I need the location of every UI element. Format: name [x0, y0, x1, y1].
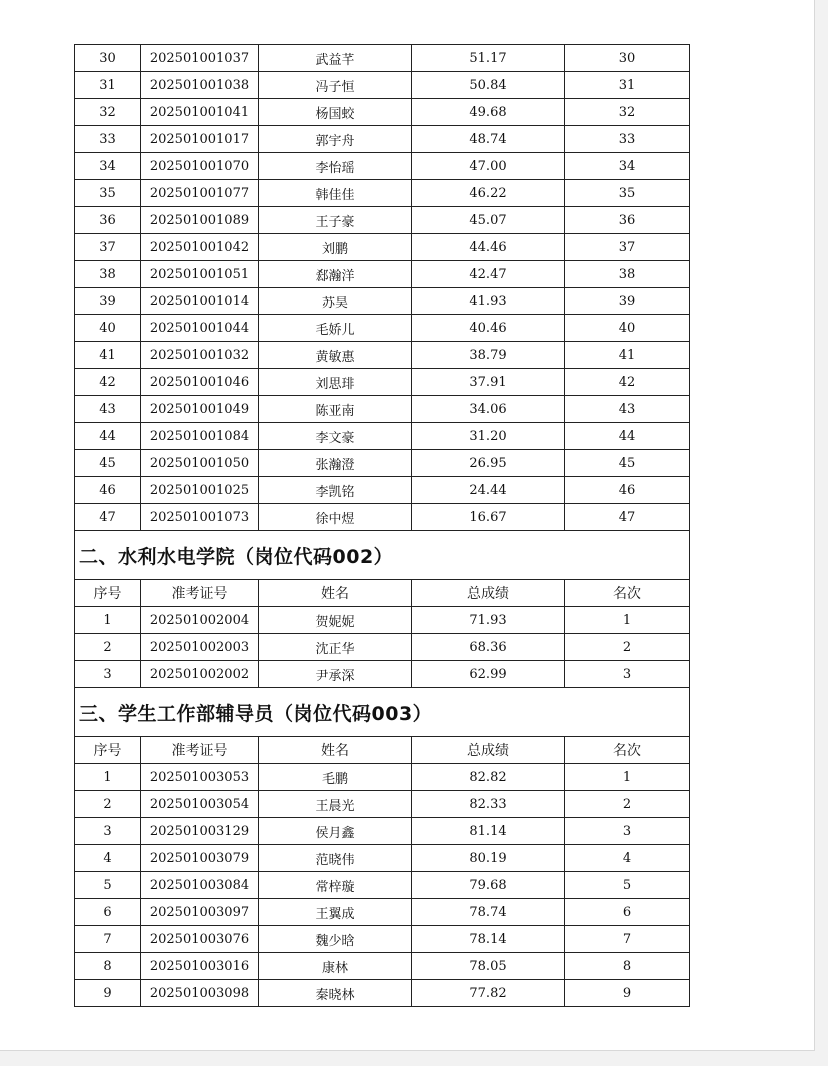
table-row	[75, 845, 690, 872]
rank-no-cell: 1	[75, 607, 141, 634]
total-score-cell: 47.00	[412, 153, 565, 180]
table-row	[75, 207, 690, 234]
column-header-row	[75, 580, 690, 607]
placement-cell: 2	[565, 791, 690, 818]
table-row	[75, 661, 690, 688]
exam-id-cell: 202501001042	[141, 234, 259, 261]
total-score-cell: 78.74	[412, 899, 565, 926]
total-score-cell: 38.79	[412, 342, 565, 369]
rank-no-cell: 3	[75, 818, 141, 845]
candidate-name-cell: 侯月鑫	[259, 818, 412, 845]
total-score-cell: 78.14	[412, 926, 565, 953]
total-score-cell: 24.44	[412, 477, 565, 504]
placement-cell: 36	[565, 207, 690, 234]
table-row	[75, 926, 690, 953]
table-row	[75, 72, 690, 99]
total-score-cell: 44.46	[412, 234, 565, 261]
column-header: 名次	[565, 580, 690, 607]
table-row	[75, 477, 690, 504]
exam-id-cell: 202501001070	[141, 153, 259, 180]
rank-no-cell: 37	[75, 234, 141, 261]
candidate-name-cell: 王子豪	[259, 207, 412, 234]
exam-id-cell: 202501001050	[141, 450, 259, 477]
rank-no-cell: 34	[75, 153, 141, 180]
exam-id-cell: 202501001038	[141, 72, 259, 99]
exam-id-cell: 202501001017	[141, 126, 259, 153]
rank-no-cell: 9	[75, 980, 141, 1007]
candidate-name-cell: 康林	[259, 953, 412, 980]
section-heading-row	[75, 688, 690, 737]
candidate-name-cell: 李文豪	[259, 423, 412, 450]
column-header: 总成绩	[412, 580, 565, 607]
table-row	[75, 872, 690, 899]
column-header: 姓名	[259, 580, 412, 607]
candidate-name-cell: 王晨光	[259, 791, 412, 818]
section-heading-row	[75, 531, 690, 580]
table-row	[75, 396, 690, 423]
total-score-cell: 42.47	[412, 261, 565, 288]
total-score-cell: 71.93	[412, 607, 565, 634]
placement-cell: 40	[565, 315, 690, 342]
total-score-cell: 46.22	[412, 180, 565, 207]
rank-no-cell: 8	[75, 953, 141, 980]
total-score-cell: 45.07	[412, 207, 565, 234]
candidate-name-cell: 李怡瑶	[259, 153, 412, 180]
candidate-name-cell: 陈亚南	[259, 396, 412, 423]
candidate-name-cell: 冯子恒	[259, 72, 412, 99]
section-title: 二、水利水电学院（岗位代码002）	[75, 531, 690, 580]
placement-cell: 4	[565, 845, 690, 872]
table-row	[75, 450, 690, 477]
placement-cell: 45	[565, 450, 690, 477]
table-row	[75, 261, 690, 288]
rank-no-cell: 47	[75, 504, 141, 531]
rank-no-cell: 41	[75, 342, 141, 369]
total-score-cell: 81.14	[412, 818, 565, 845]
rank-no-cell: 32	[75, 99, 141, 126]
exam-id-cell: 202501001084	[141, 423, 259, 450]
exam-id-cell: 202501001037	[141, 45, 259, 72]
exam-id-cell: 202501001025	[141, 477, 259, 504]
candidate-name-cell: 刘鹏	[259, 234, 412, 261]
total-score-cell: 68.36	[412, 634, 565, 661]
table-row	[75, 234, 690, 261]
exam-id-cell: 202501001044	[141, 315, 259, 342]
rank-no-cell: 3	[75, 661, 141, 688]
exam-id-cell: 202501003054	[141, 791, 259, 818]
placement-cell: 30	[565, 45, 690, 72]
candidate-name-cell: 毛娇儿	[259, 315, 412, 342]
placement-cell: 37	[565, 234, 690, 261]
total-score-cell: 16.67	[412, 504, 565, 531]
placement-cell: 44	[565, 423, 690, 450]
rank-no-cell: 33	[75, 126, 141, 153]
placement-cell: 2	[565, 634, 690, 661]
placement-cell: 35	[565, 180, 690, 207]
candidate-name-cell: 李凯铭	[259, 477, 412, 504]
exam-id-cell: 202501001032	[141, 342, 259, 369]
placement-cell: 32	[565, 99, 690, 126]
exam-id-cell: 202501003097	[141, 899, 259, 926]
total-score-cell: 82.33	[412, 791, 565, 818]
rank-no-cell: 35	[75, 180, 141, 207]
table-row	[75, 99, 690, 126]
rank-no-cell: 45	[75, 450, 141, 477]
exam-id-cell: 202501003084	[141, 872, 259, 899]
placement-cell: 3	[565, 818, 690, 845]
total-score-cell: 40.46	[412, 315, 565, 342]
rank-no-cell: 2	[75, 634, 141, 661]
exam-id-cell: 202501001041	[141, 99, 259, 126]
rank-no-cell: 38	[75, 261, 141, 288]
table-row	[75, 423, 690, 450]
candidate-name-cell: 郭宇舟	[259, 126, 412, 153]
placement-cell: 9	[565, 980, 690, 1007]
table-row	[75, 980, 690, 1007]
rank-no-cell: 1	[75, 764, 141, 791]
rank-no-cell: 5	[75, 872, 141, 899]
total-score-cell: 49.68	[412, 99, 565, 126]
rank-no-cell: 39	[75, 288, 141, 315]
exam-id-cell: 202501001051	[141, 261, 259, 288]
exam-id-cell: 202501003079	[141, 845, 259, 872]
placement-cell: 6	[565, 899, 690, 926]
candidate-name-cell: 尹承深	[259, 661, 412, 688]
placement-cell: 1	[565, 764, 690, 791]
exam-id-cell: 202501002003	[141, 634, 259, 661]
placement-cell: 43	[565, 396, 690, 423]
table-row	[75, 342, 690, 369]
candidate-name-cell: 范晓伟	[259, 845, 412, 872]
candidate-name-cell: 常梓璇	[259, 872, 412, 899]
table-row	[75, 288, 690, 315]
total-score-cell: 41.93	[412, 288, 565, 315]
table-row	[75, 315, 690, 342]
total-score-cell: 37.91	[412, 369, 565, 396]
total-score-cell: 77.82	[412, 980, 565, 1007]
placement-cell: 1	[565, 607, 690, 634]
table-row	[75, 607, 690, 634]
column-header: 序号	[75, 737, 141, 764]
rank-no-cell: 46	[75, 477, 141, 504]
total-score-cell: 31.20	[412, 423, 565, 450]
column-header: 准考证号	[141, 737, 259, 764]
total-score-cell: 80.19	[412, 845, 565, 872]
column-header: 总成绩	[412, 737, 565, 764]
rank-no-cell: 6	[75, 899, 141, 926]
table-row	[75, 180, 690, 207]
table-row	[75, 899, 690, 926]
placement-cell: 33	[565, 126, 690, 153]
table-row	[75, 791, 690, 818]
total-score-cell: 51.17	[412, 45, 565, 72]
rank-no-cell: 7	[75, 926, 141, 953]
placement-cell: 34	[565, 153, 690, 180]
table-row	[75, 953, 690, 980]
candidate-name-cell: 黄敏惠	[259, 342, 412, 369]
exam-id-cell: 202501001049	[141, 396, 259, 423]
candidate-name-cell: 武益芊	[259, 45, 412, 72]
exam-id-cell: 202501001073	[141, 504, 259, 531]
exam-id-cell: 202501003098	[141, 980, 259, 1007]
placement-cell: 46	[565, 477, 690, 504]
table-row	[75, 764, 690, 791]
total-score-cell: 50.84	[412, 72, 565, 99]
candidate-name-cell: 魏少晗	[259, 926, 412, 953]
placement-cell: 5	[565, 872, 690, 899]
placement-cell: 3	[565, 661, 690, 688]
candidate-name-cell: 徐中煜	[259, 504, 412, 531]
placement-cell: 7	[565, 926, 690, 953]
score-table	[74, 44, 690, 1007]
placement-cell: 39	[565, 288, 690, 315]
table-row	[75, 126, 690, 153]
rank-no-cell: 44	[75, 423, 141, 450]
table-row	[75, 153, 690, 180]
table-row	[75, 45, 690, 72]
placement-cell: 41	[565, 342, 690, 369]
exam-id-cell: 202501001077	[141, 180, 259, 207]
candidate-name-cell: 贺妮妮	[259, 607, 412, 634]
candidate-name-cell: 韩佳佳	[259, 180, 412, 207]
total-score-cell: 34.06	[412, 396, 565, 423]
total-score-cell: 26.95	[412, 450, 565, 477]
rank-no-cell: 4	[75, 845, 141, 872]
table-row	[75, 818, 690, 845]
exam-id-cell: 202501003016	[141, 953, 259, 980]
candidate-name-cell: 毛鹏	[259, 764, 412, 791]
placement-cell: 42	[565, 369, 690, 396]
candidate-name-cell: 秦晓林	[259, 980, 412, 1007]
rank-no-cell: 43	[75, 396, 141, 423]
column-header: 名次	[565, 737, 690, 764]
exam-id-cell: 202501003076	[141, 926, 259, 953]
rank-no-cell: 40	[75, 315, 141, 342]
table-row	[75, 504, 690, 531]
column-header: 序号	[75, 580, 141, 607]
candidate-name-cell: 王翼成	[259, 899, 412, 926]
rank-no-cell: 42	[75, 369, 141, 396]
column-header: 姓名	[259, 737, 412, 764]
exam-id-cell: 202501001046	[141, 369, 259, 396]
total-score-cell: 62.99	[412, 661, 565, 688]
exam-id-cell: 202501003129	[141, 818, 259, 845]
candidate-name-cell: 郄瀚洋	[259, 261, 412, 288]
candidate-name-cell: 刘思琲	[259, 369, 412, 396]
candidate-name-cell: 张瀚澄	[259, 450, 412, 477]
total-score-cell: 82.82	[412, 764, 565, 791]
table-row	[75, 634, 690, 661]
placement-cell: 38	[565, 261, 690, 288]
section-title: 三、学生工作部辅导员（岗位代码003）	[75, 688, 690, 737]
exam-id-cell: 202501001014	[141, 288, 259, 315]
exam-id-cell: 202501001089	[141, 207, 259, 234]
placement-cell: 47	[565, 504, 690, 531]
column-header-row	[75, 737, 690, 764]
exam-id-cell: 202501002002	[141, 661, 259, 688]
rank-no-cell: 36	[75, 207, 141, 234]
total-score-cell: 78.05	[412, 953, 565, 980]
column-header: 准考证号	[141, 580, 259, 607]
exam-id-cell: 202501003053	[141, 764, 259, 791]
rank-no-cell: 30	[75, 45, 141, 72]
rank-no-cell: 31	[75, 72, 141, 99]
candidate-name-cell: 杨国蛟	[259, 99, 412, 126]
total-score-cell: 48.74	[412, 126, 565, 153]
candidate-name-cell: 苏昊	[259, 288, 412, 315]
placement-cell: 8	[565, 953, 690, 980]
placement-cell: 31	[565, 72, 690, 99]
exam-id-cell: 202501002004	[141, 607, 259, 634]
rank-no-cell: 2	[75, 791, 141, 818]
candidate-name-cell: 沈正华	[259, 634, 412, 661]
table-row	[75, 369, 690, 396]
total-score-cell: 79.68	[412, 872, 565, 899]
